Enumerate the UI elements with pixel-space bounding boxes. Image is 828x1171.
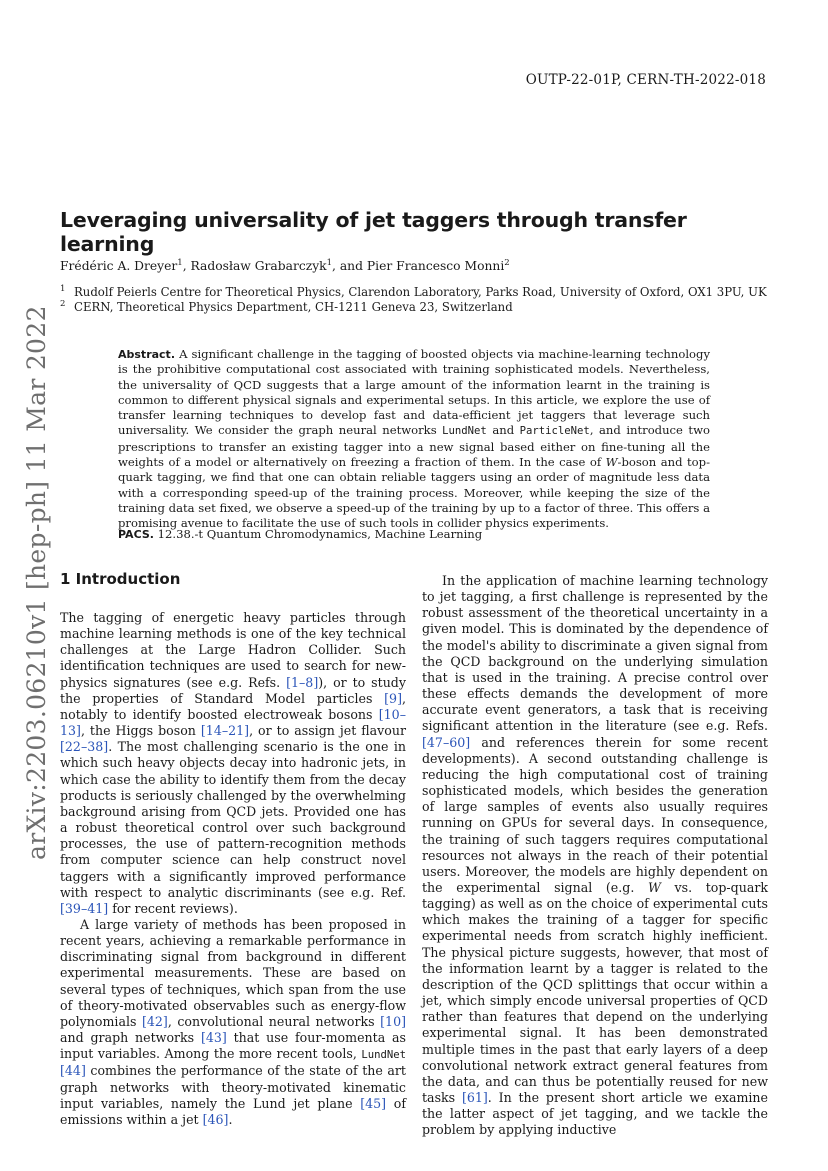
paper-title: Leveraging universality of jet taggers through transfer learning (60, 208, 687, 256)
text-run: , convolutional neural networks (167, 1013, 381, 1029)
affiliation-number: 1 (60, 284, 66, 294)
text-run: combines the performance of the state of the art graph networks with theory-motivated kinematic input variables, namely the Lund jet plane (60, 1063, 406, 1111)
abstract-text: , and introduce two prescriptions to transfer an existing tagger into a new signal based either on fine-tuning all the weights of a model or alternatively on freezing a fraction of them. In the case of (118, 423, 710, 470)
author-name: Frédéric A. Dreyer (60, 259, 178, 274)
affiliation-text: Rudolf Peierls Centre for Theoretical Physics, Clarendon Laboratory, Parks Road, University of Oxford, OX1 3PU, UK (74, 284, 767, 299)
left-column (60, 610, 406, 1128)
affiliation-number: 2 (60, 299, 66, 309)
affiliation (60, 299, 513, 314)
code-term: LundNet (442, 425, 487, 438)
citation-link[interactable]: [44] (60, 1063, 86, 1079)
author-name: Pier Francesco Monni (366, 259, 505, 274)
section-heading: 1 Introduction (60, 570, 181, 588)
arxiv-side-identifier: arXiv:2203.06210v1 [hep-ph] 11 Mar 2022 (22, 305, 51, 860)
text-run: of emissions within a jet (60, 1095, 407, 1127)
code-term: LundNet (361, 1049, 406, 1062)
text-run: , or to assign jet flavour (249, 723, 406, 739)
affiliation-marker: 2 (504, 258, 510, 268)
text-run: that use four-momenta as input variables. Among the more recent tools, (60, 1030, 406, 1062)
code-term: ParticleNet (519, 425, 590, 438)
author-name: Radosław Grabarczyk (190, 259, 327, 274)
citation-link[interactable]: [22–38] (60, 739, 109, 755)
affiliation (60, 284, 767, 299)
citation-link[interactable]: [10] (380, 1013, 406, 1029)
text-run: . In the present short article we examine the latter aspect of jet tagging, and we tackle the problem by applying inductive (422, 1090, 768, 1138)
text-run: . (228, 1111, 233, 1127)
abstract-text: -boson and top-quark tagging, we find that one can obtain reliable taggers using an order of magnitude less data with a corresponding speed-up of the training process. Moreover, while keeping the size of the training data set fixed, we observe a speed-up of the training by up to a factor of three. This offers a promising avenue to facilitate the use of such tools in collider physics experiments. (118, 455, 710, 531)
abstract-label: Abstract. (118, 348, 175, 361)
citation-link[interactable]: [45] (360, 1095, 387, 1111)
abstract-text: and (486, 423, 520, 438)
paragraph (422, 573, 768, 1138)
text-run: , the Higgs boson (80, 723, 201, 739)
text-run: vs. top-quark tagging) as well as on the choice of experimental cuts which makes the training of a tagger for specific experimental needs from scratch highly inefficient. The physical picture suggests, however, that most of the information learnt by a tagger is related to the description of the QCD splittings that occur within a jet, which simply encode universal properties of QCD rather than features that depend on the underlying experimental signal. It has been demonstrated multiple times in the past that early layers of a deep convolutional network extract general features from the data, and can thus be potentially reused for new tasks (422, 879, 768, 1105)
author-separator: , (182, 259, 191, 274)
paragraph (60, 917, 406, 1128)
citation-link[interactable]: [14–21] (200, 723, 250, 739)
text-run: ), or to study the properties of Standard Model particles (60, 674, 406, 706)
paragraph (60, 610, 406, 917)
text-run: , notably to identify boosted electroweak bosons (60, 690, 406, 722)
affiliation-marker: 1 (326, 258, 333, 268)
affiliation-marker: 1 (177, 258, 183, 268)
report-number: OUTP-22-01P, CERN-TH-2022-018 (525, 72, 766, 88)
citation-link[interactable]: [43] (200, 1030, 227, 1046)
citation-link[interactable]: [61] (461, 1090, 488, 1105)
pacs-label: PACS. (118, 528, 154, 541)
text-run: In the application of machine learning technology to jet tagging, a first challenge is represented by the robust assessment of the theoretical uncertainty in a given model. This is dominated by the dependence of the model's ability to discriminate a given signal from the QCD background on the underlying simulation that is used in the training. A precise control over these effects demands the development of more accurate event generators, a task that is receiving significant attention in the literature (see e.g. Refs. (422, 573, 768, 734)
text-run: The tagging of energetic heavy particles through machine learning methods is one of the key technical challenges at the Large Hadron Collider. Such identification techniques are used to search for new-physics signatures (see e.g. Refs. (60, 610, 406, 690)
text-run: for recent reviews). (108, 900, 238, 916)
citation-link[interactable]: [47–60] (422, 734, 471, 750)
abstract-text: A significant challenge in the tagging of boosted objects via machine-learning technology is the prohibitive computational cost associated with training sophisticated models. Nevertheless, the universality of QCD suggests that a large amount of the information learnt in the training is common to different physical signals and experimental setups. In this article, we explore the use of transfer learning techniques to develop fast and data-efficient jet taggers that leverage such universality. We consider the graph neural networks (118, 347, 710, 438)
math-symbol: W (647, 879, 661, 895)
author-separator: , and (332, 259, 367, 274)
text-run: . The most challenging scenario is the one in which such heavy objects decay into hadronic jets, in which case the ability to identify them from the decay products is seriously challenged by the overwhelming background arising from QCD jets. Provided one has a robust theoretical control over such background processes, the use of pattern-recognition methods from computer science can help construct novel taggers with a significantly improved performance with respect to analytic discriminants (see e.g. Ref. (60, 739, 406, 900)
pacs-line (118, 527, 482, 541)
text-run: A large variety of methods has been proposed in recent years, achieving a remarkable performance in discriminating signal from background in different experimental measurements. These are based on several types of techniques, which span from the use of theory-motivated observables such as energy-flow polynomials (60, 916, 406, 1029)
text-run: and references therein for some recent developments). A second outstanding challenge is reducing the high computational cost of training sophisticated models, which besides the generation of large samples of events also usually requires running on GPUs for several days. In consequence, the training of such taggers requires computational resources not always in the reach of their potential users. Moreover, the models are highly dependent on the experimental signal (e.g. (422, 734, 768, 895)
right-column (422, 573, 768, 1138)
author-list (60, 258, 510, 273)
citation-link[interactable]: [46] (202, 1111, 229, 1127)
pacs-text: 12.38.-t Quantum Chromodynamics, Machine Learning (153, 527, 483, 541)
citation-link[interactable]: [10–13] (60, 706, 406, 739)
text-run: and graph networks (60, 1030, 201, 1046)
citation-link[interactable]: [39–41] (60, 900, 109, 916)
affiliation-text: CERN, Theoretical Physics Department, CH-1211 Geneva 23, Switzerland (74, 299, 513, 314)
math-symbol: W (605, 455, 618, 470)
citation-link[interactable]: [42] (141, 1013, 168, 1029)
abstract (118, 347, 710, 532)
citation-link[interactable]: [9] (384, 690, 402, 706)
citation-link[interactable]: [1–8] (286, 674, 319, 690)
